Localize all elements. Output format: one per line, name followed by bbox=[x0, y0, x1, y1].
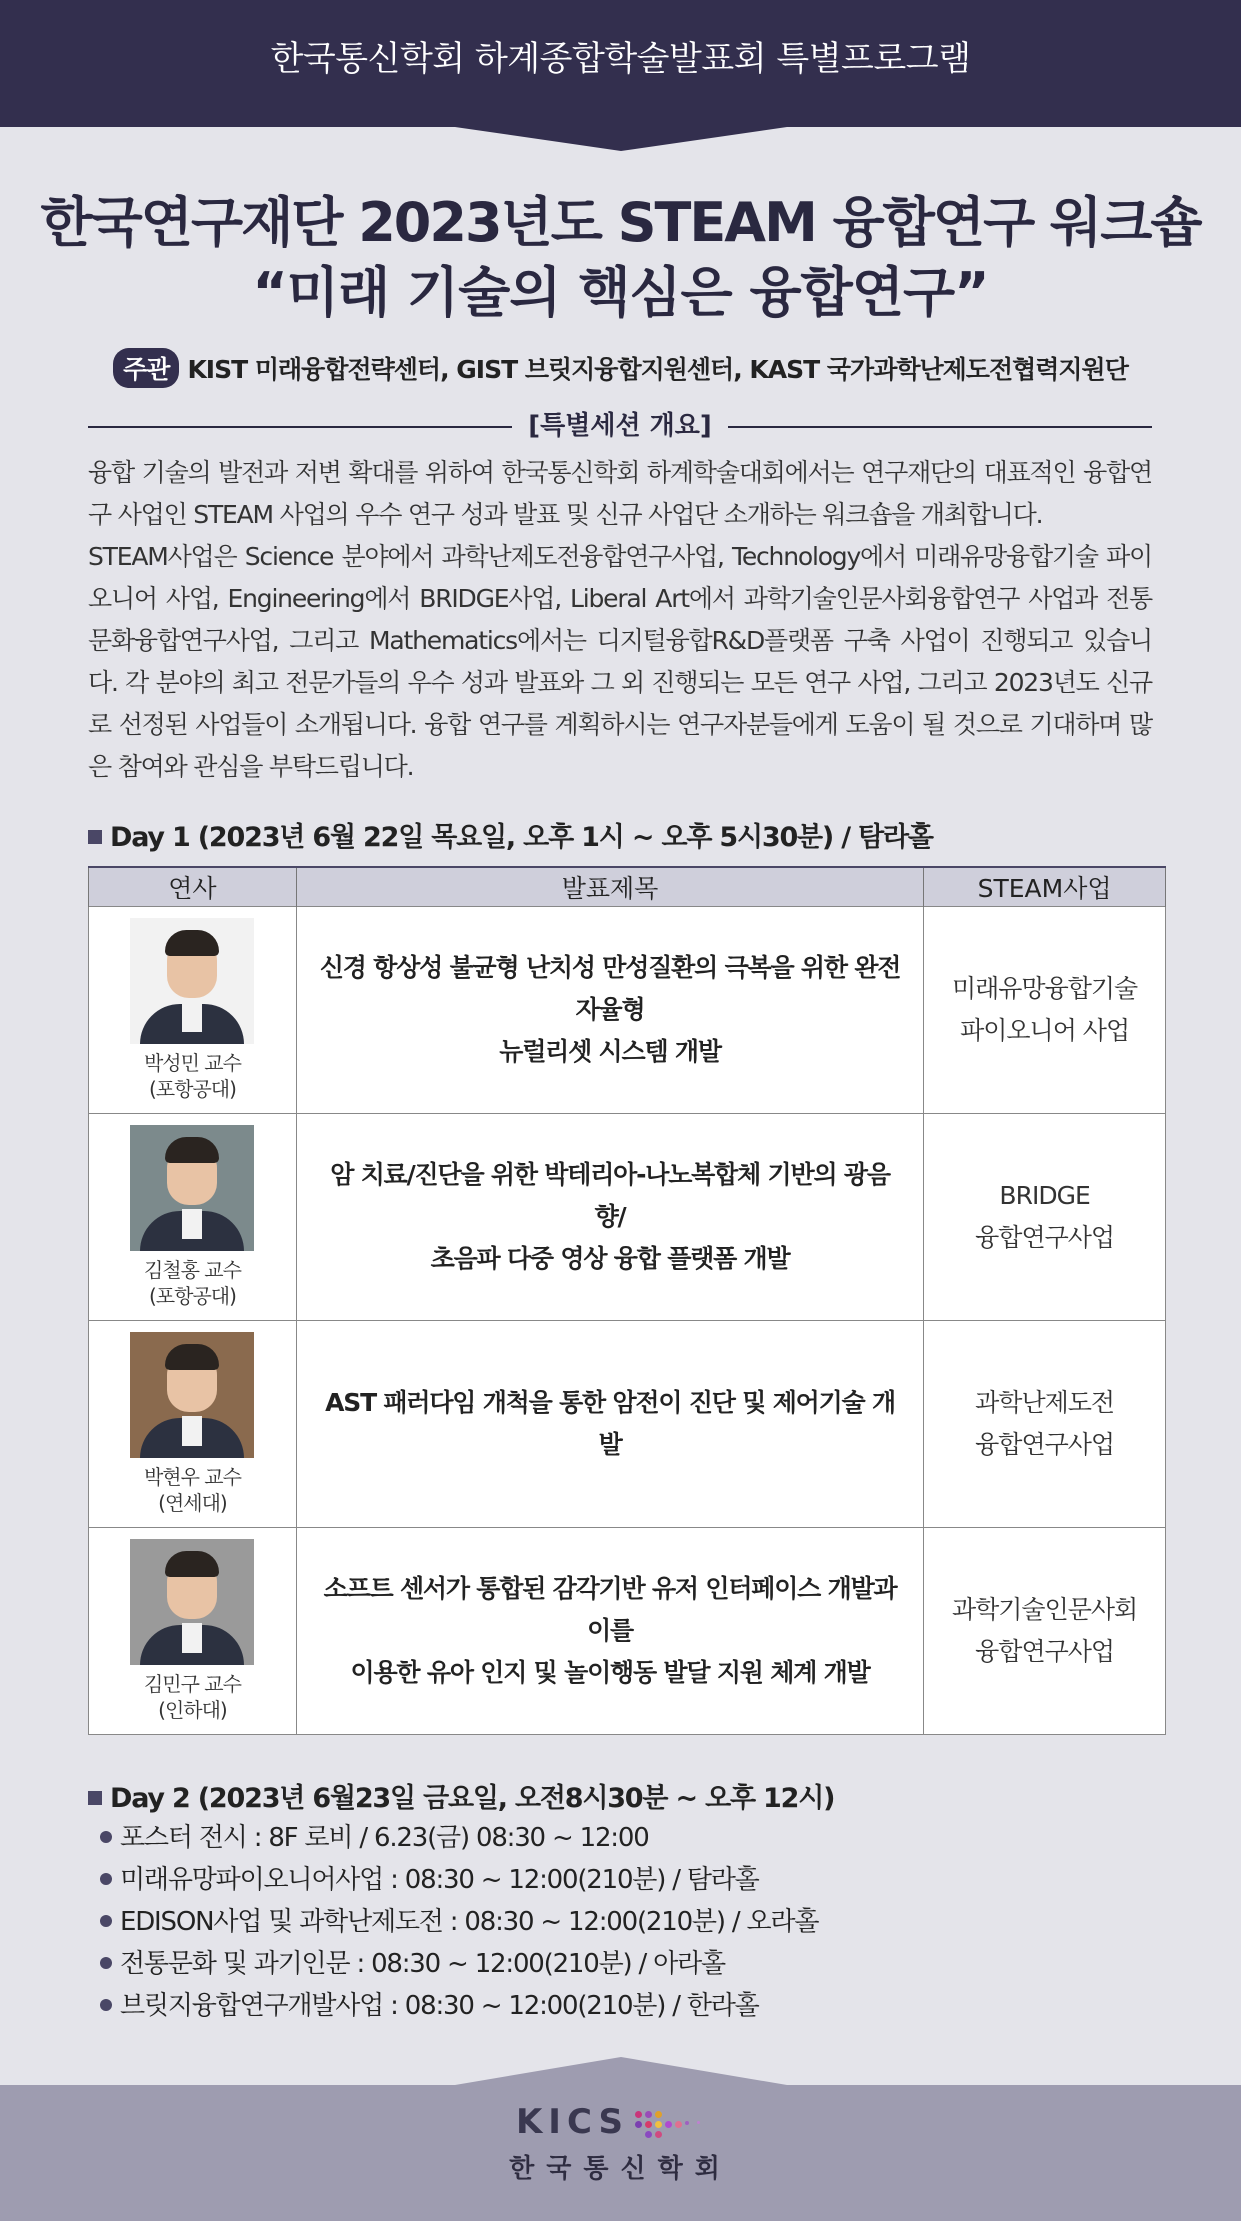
table-row bbox=[89, 1113, 1166, 1320]
talk-title bbox=[297, 1568, 923, 1694]
day2-heading bbox=[88, 1776, 834, 1815]
speaker-cell bbox=[89, 1113, 297, 1320]
logo-text-en: KICS bbox=[515, 2102, 630, 2142]
bullet-dot-icon bbox=[100, 1831, 112, 1843]
list-item-text: 브릿지융합연구개발사업 : 08:30 ~ 12:00(210분) / 한라홀 bbox=[120, 1991, 759, 2021]
program-line-1: 과학난제도전 bbox=[975, 1387, 1115, 1417]
list-item bbox=[100, 1817, 818, 1859]
bullet-dot-icon bbox=[100, 1999, 112, 2011]
table-row bbox=[89, 1320, 1166, 1527]
talk-title bbox=[297, 1154, 923, 1280]
banner-title: 한국통신학회 하계종합학술발표회 특별프로그램 bbox=[270, 39, 971, 79]
organizer-text: KIST 미래융합전략센터, GIST 브릿지융합지원센터, KAST 국가과학난제도전협력지원단 bbox=[187, 355, 1128, 384]
top-banner bbox=[0, 0, 1241, 127]
talk-title-line-1: 소프트 센서가 통합된 감각기반 유저 인터페이스 개발과 이를 bbox=[323, 1573, 897, 1645]
overview-heading bbox=[88, 408, 1152, 444]
bullet-dot-icon bbox=[100, 1873, 112, 1885]
overview-paragraph-1: 융합 기술의 발전과 저변 확대를 위하여 한국통신학회 하계학술대회에서는 연구재단의 대표적인 융합연구 사업인 STEAM 사업의 우수 연구 성과 발표 및 신규 사업단 소개하는 워크숍을 개최합니다. bbox=[88, 458, 1152, 529]
speaker-cell bbox=[89, 1527, 297, 1734]
talk-title bbox=[297, 947, 923, 1073]
overview-text bbox=[88, 452, 1152, 788]
talk-title-cell bbox=[296, 1113, 923, 1320]
speaker-affiliation: (포항공대) bbox=[149, 1283, 236, 1308]
program-cell bbox=[924, 906, 1166, 1113]
list-item bbox=[100, 1985, 818, 2027]
column-header-title: 발표제목 bbox=[296, 867, 923, 906]
program-cell bbox=[924, 1113, 1166, 1320]
logo-text-ko: 한국통신학회 bbox=[509, 2154, 732, 2184]
list-item bbox=[100, 1901, 818, 1943]
square-bullet-icon bbox=[88, 1791, 102, 1805]
column-header-program: STEAM사업 bbox=[924, 867, 1166, 906]
program-line-1: 과학기술인문사회 bbox=[951, 1594, 1138, 1624]
program-line-1: BRIDGE bbox=[999, 1180, 1090, 1210]
talk-title-cell bbox=[296, 906, 923, 1113]
speaker-name: 박현우 교수 bbox=[143, 1464, 241, 1489]
speaker-cell bbox=[89, 1320, 297, 1527]
speaker-photo bbox=[130, 1539, 254, 1665]
logo-dots-icon bbox=[635, 2107, 725, 2137]
speaker-name: 김민구 교수 bbox=[143, 1671, 241, 1696]
speaker-affiliation: (포항공대) bbox=[149, 1076, 236, 1101]
speaker-name: 박성민 교수 bbox=[143, 1050, 241, 1075]
talk-title-line-1: 암 치료/진단을 위한 박테리아-나노복합체 기반의 광음향/ bbox=[330, 1159, 890, 1231]
talk-title-cell bbox=[296, 1527, 923, 1734]
list-item-text: 전통문화 및 과기인문 : 08:30 ~ 12:00(210분) / 아라홀 bbox=[120, 1949, 725, 1979]
table-row bbox=[89, 906, 1166, 1113]
list-item bbox=[100, 1943, 818, 1985]
talk-title-line-2: 초음파 다중 영상 융합 플랫폼 개발 bbox=[430, 1243, 790, 1273]
overview-heading-label: [특별세션 개요] bbox=[528, 411, 712, 441]
program-line-2: 융합연구사업 bbox=[975, 1636, 1115, 1666]
talk-title-line-2: 이용한 유아 인지 및 놀이행동 발달 지원 체계 개발 bbox=[350, 1657, 870, 1687]
banner-notch bbox=[455, 127, 787, 151]
column-header-speaker: 연사 bbox=[89, 867, 297, 906]
speaker-photo bbox=[130, 918, 254, 1044]
program-cell bbox=[924, 1320, 1166, 1527]
bullet-dot-icon bbox=[100, 1957, 112, 1969]
speaker-name: 김철홍 교수 bbox=[143, 1257, 241, 1282]
organizer-badge: 주관 bbox=[113, 348, 179, 388]
speaker-cell bbox=[89, 906, 297, 1113]
day2-heading-text: Day 2 (2023년 6월23일 금요일, 오전8시30분 ~ 오후 12시) bbox=[110, 1783, 835, 1814]
day2-schedule-list bbox=[100, 1817, 818, 2027]
day1-heading bbox=[88, 815, 933, 854]
speaker-photo bbox=[130, 1125, 254, 1251]
program-line-2: 파이오니어 사업 bbox=[960, 1015, 1130, 1045]
talk-title-line-2: 뉴럴리셋 시스템 개발 bbox=[499, 1036, 721, 1066]
program-name bbox=[924, 1382, 1165, 1466]
talk-title-cell bbox=[296, 1320, 923, 1527]
overview-paragraph-2: STEAM사업은 Science 분야에서 과학난제도전융합연구사업, Technology에서 미래유망융합기술 파이오니어 사업, Engineering에서 BRIDGE사업, Liberal Art에서 과학기술인문사회융합연구 사업과 전통문화융합연구사업, 그리고 Mathematics에서는 디지털융합R&D플랫폼 구축 사업이 진행되고 있습니다. 각 분야의 최고 전문가들의 우수 성과 발표와 그 외 진행되는 모든 연구 사업, 그리고 2023년도 신규로 선정된 사업들이 소개됩니다. 융합 연구를 계획하시는 연구자분들에게 도움이 될 것으로 기대하며 많은 참여와 관심을 부탁드립니다. bbox=[88, 542, 1152, 781]
talk-title bbox=[297, 1382, 923, 1466]
speaker-affiliation: (인하대) bbox=[158, 1697, 227, 1722]
list-item-text: EDISON사업 및 과학난제도전 : 08:30 ~ 12:00(210분) / 오라홀 bbox=[120, 1907, 819, 1937]
page-subtitle: “미래 기술의 핵심은 융합연구” bbox=[252, 261, 989, 324]
program-name bbox=[924, 1589, 1165, 1673]
list-item-text: 포스터 전시 : 8F 로비 / 6.23(금) 08:30 ~ 12:00 bbox=[120, 1823, 649, 1853]
program-name bbox=[924, 1175, 1165, 1259]
talk-title-line-1: AST 패러다임 개척을 통한 암전이 진단 및 제어기술 개발 bbox=[325, 1387, 895, 1459]
speaker-photo bbox=[130, 1332, 254, 1458]
list-item-text: 미래유망파이오니어사업 : 08:30 ~ 12:00(210분) / 탐라홀 bbox=[120, 1865, 759, 1895]
bullet-dot-icon bbox=[100, 1915, 112, 1927]
table-header-row bbox=[89, 867, 1166, 906]
page-title: 한국연구재단 2023년도 STEAM 융합연구 워크숍 bbox=[40, 191, 1201, 254]
talk-title-line-1: 신경 항상성 불균형 난치성 만성질환의 극복을 위한 완전 자율형 bbox=[319, 952, 901, 1024]
program-line-2: 융합연구사업 bbox=[975, 1429, 1115, 1459]
kics-logo bbox=[0, 2102, 1241, 2185]
program-name bbox=[924, 968, 1165, 1052]
program-cell bbox=[924, 1527, 1166, 1734]
table-row bbox=[89, 1527, 1166, 1734]
square-bullet-icon bbox=[88, 830, 102, 844]
day1-heading-text: Day 1 (2023년 6월 22일 목요일, 오후 1시 ~ 오후 5시30분) / 탐라홀 bbox=[110, 822, 933, 853]
divider-right bbox=[728, 426, 1152, 428]
list-item bbox=[100, 1859, 818, 1901]
organizer-line bbox=[0, 348, 1241, 388]
day1-schedule-table bbox=[88, 866, 1166, 1735]
divider-left bbox=[88, 426, 512, 428]
speaker-affiliation: (연세대) bbox=[158, 1490, 227, 1515]
program-line-1: 미래유망융합기술 bbox=[951, 973, 1138, 1003]
program-line-2: 융합연구사업 bbox=[975, 1222, 1115, 1252]
footer-notch bbox=[455, 2057, 787, 2085]
